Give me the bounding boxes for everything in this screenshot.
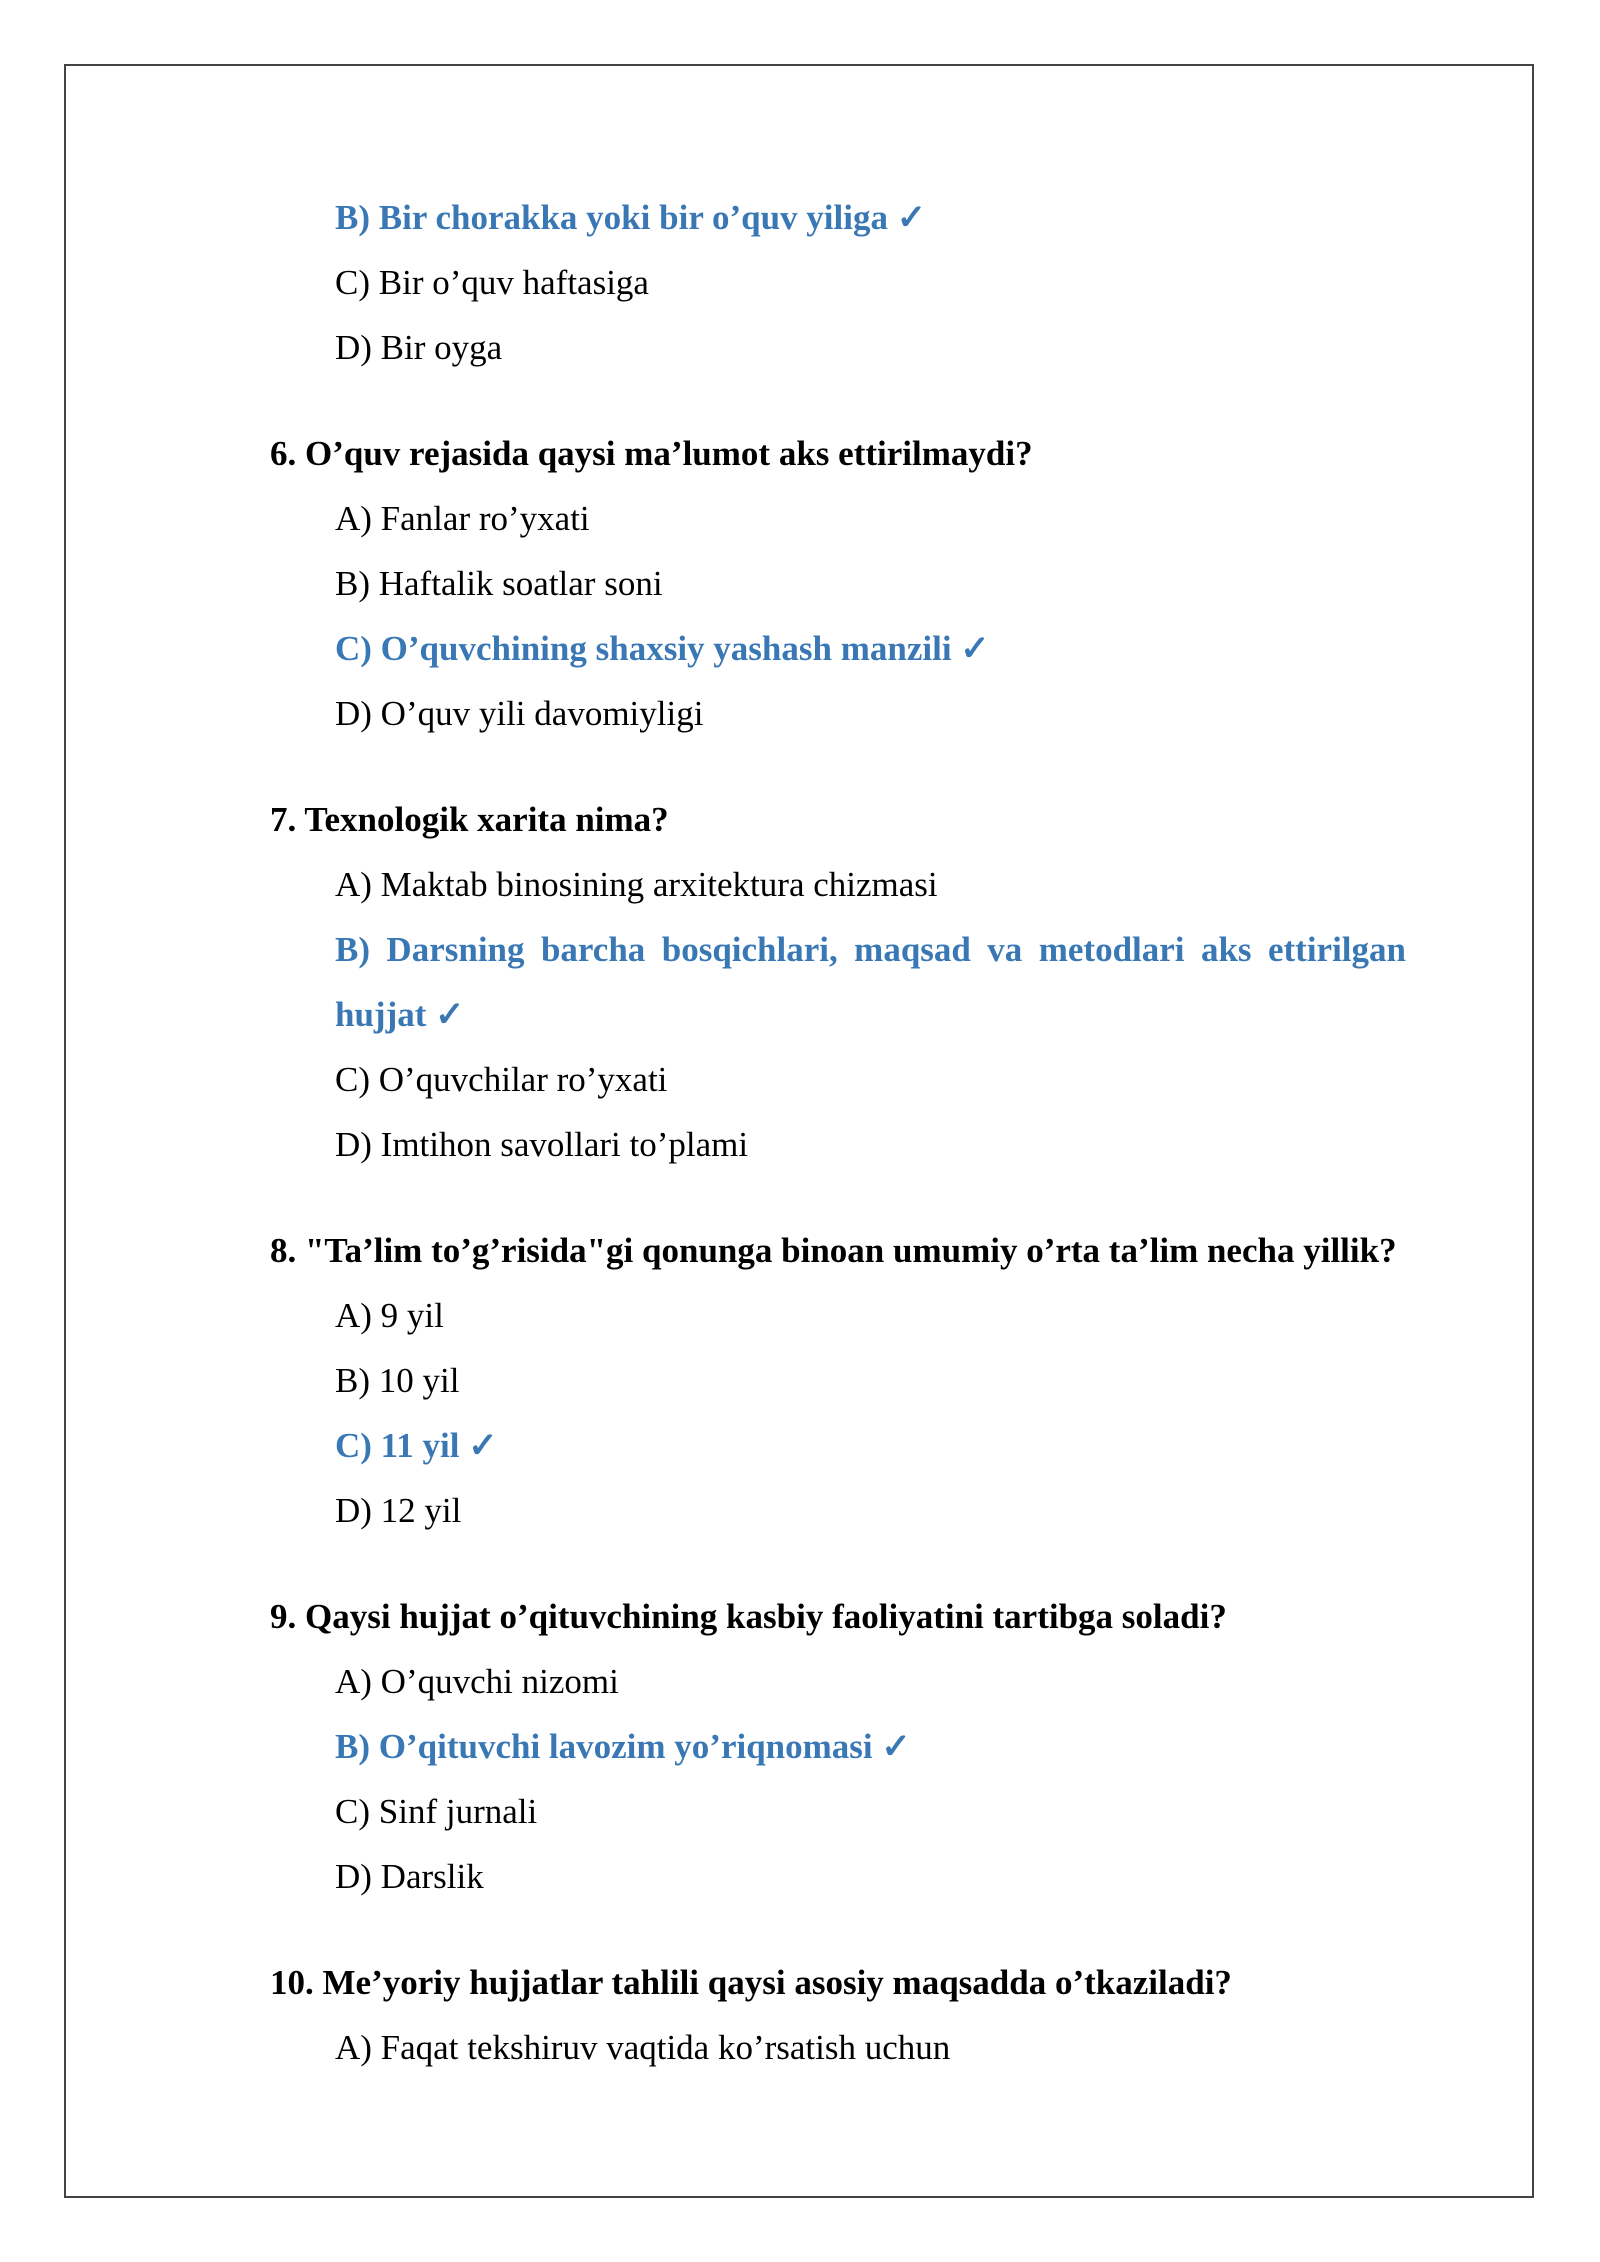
- question-text: 7. Texnologik xarita nima?: [270, 800, 669, 839]
- option-c: C) 11 yil ✓: [335, 1426, 498, 1465]
- question-text: 8. "Ta’lim to’g’risida"gi qonunga binoan umumiy o’rta ta’lim necha yillik?: [270, 1231, 1397, 1270]
- question-6: [270, 421, 1406, 746]
- option-c: C) O’quvchilar ro’yxati: [335, 1060, 668, 1099]
- option-a: A) Maktab binosining arxitektura chizmasi: [335, 865, 938, 904]
- question-5-continued: [270, 185, 1406, 380]
- option-d: D) 12 yil: [335, 1491, 462, 1530]
- question-text: 6. O’quv rejasida qaysi ma’lumot aks ettirilmaydi?: [270, 434, 1033, 473]
- option-b: B) O’qituvchi lavozim yo’riqnomasi ✓: [335, 1727, 911, 1766]
- question-text: 9. Qaysi hujjat o’qituvchining kasbiy faoliyatini tartibga soladi?: [270, 1597, 1227, 1636]
- question-text: 10. Me’yoriy hujjatlar tahlili qaysi asosiy maqsadda o’tkaziladi?: [270, 1963, 1232, 2002]
- option-a: A) O’quvchi nizomi: [335, 1662, 619, 1701]
- option-d: D) Darslik: [335, 1857, 484, 1896]
- option-c: C) Bir o’quv haftasiga: [335, 263, 649, 302]
- option-b: B) Haftalik soatlar soni: [335, 564, 663, 603]
- question-10: [270, 1950, 1406, 2080]
- document-content: [270, 185, 1406, 2080]
- option-a: A) Fanlar ro’yxati: [335, 499, 590, 538]
- option-b: B) Bir chorakka yoki bir o’quv yiliga ✓: [335, 198, 927, 237]
- option-b: B) 10 yil: [335, 1361, 460, 1400]
- question-7: [270, 787, 1406, 1177]
- question-8: [270, 1218, 1406, 1543]
- option-a: A) Faqat tekshiruv vaqtida ko’rsatish uchun: [335, 2028, 951, 2067]
- option-d: D) Imtihon savollari to’plami: [335, 1125, 749, 1164]
- option-b: B) Darsning barcha bosqichlari, maqsad va metodlari aks ettirilgan hujjat ✓: [335, 930, 1406, 1034]
- question-9: [270, 1584, 1406, 1909]
- option-c: C) O’quvchining shaxsiy yashash manzili ✓: [335, 629, 990, 668]
- option-a: A) 9 yil: [335, 1296, 444, 1335]
- option-c: C) Sinf jurnali: [335, 1792, 538, 1831]
- option-d: D) Bir oyga: [335, 328, 503, 367]
- option-d: D) O’quv yili davomiyligi: [335, 694, 704, 733]
